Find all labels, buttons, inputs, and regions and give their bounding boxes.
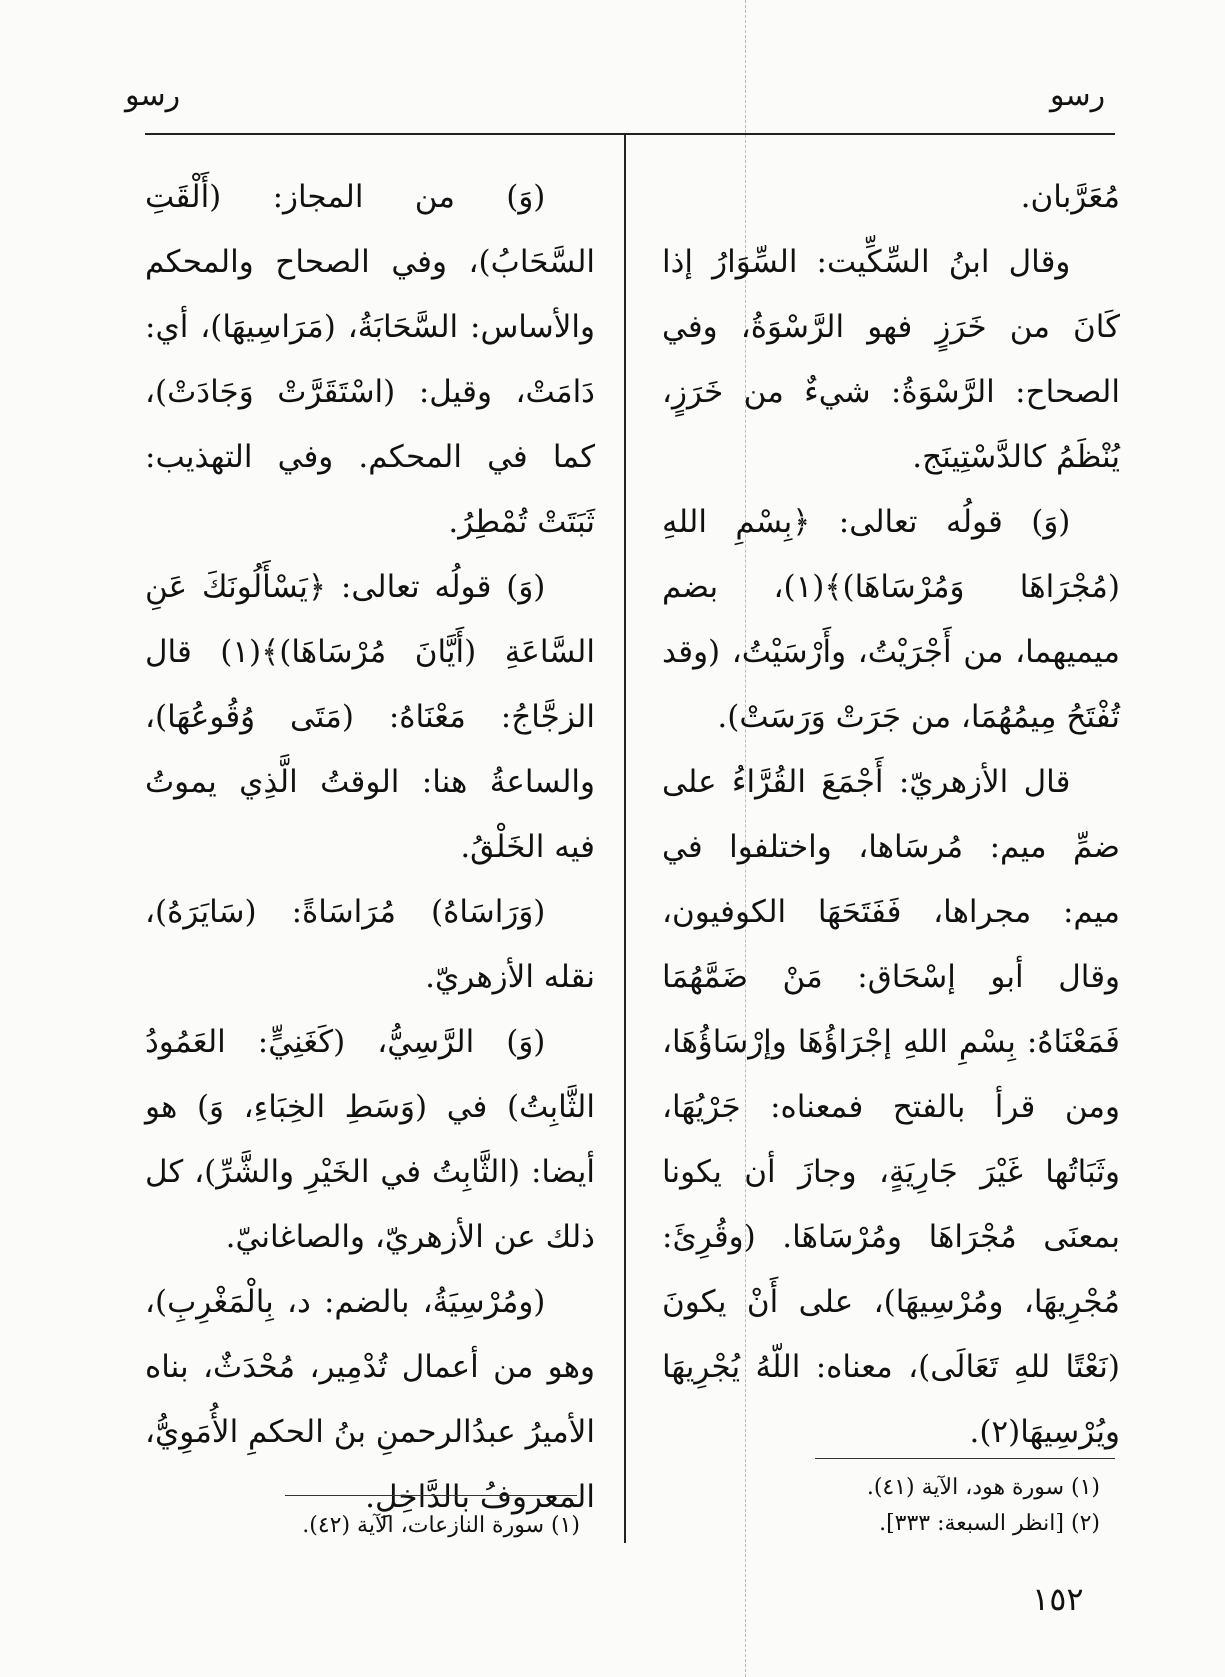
right-para-3: (وَ) قولُه تعالى: ﴿بِسْمِ اللهِ (مُجْرَاهَا وَمُرْسَاهَا)﴾(١)، بضم ميميهما، من أَجْرَيْتُ، وأَرْسَيْتُ، (وقد تُفْتَحُ مِيمُهُمَا، من جَرَتْ وَرَسَتْ). xyxy=(662,504,1120,735)
page-number: ١٥٢ xyxy=(1032,1580,1084,1618)
left-para-1: (وَ) من المجاز: (أَلْقَتِ السَّحَابُ)، وفي الصحاح والمحكم والأساس: السَّحَابَةُ، (مَرَاسِيهَا)، أي: دَامَتْ، وقيل: (اسْتَقَرَّتْ وَجَادَتْ)، كما في المحكم. وفي التهذيب: ثَبَتَتْ تُمْطِرُ. xyxy=(145,179,595,540)
footnote-right-2: (٢) [انظر السبعة: ٣٣٣]. xyxy=(879,1511,1100,1536)
footnote-left-1: (١) سورة النازعات، الآية (٤٢). xyxy=(302,1513,580,1538)
left-para-4: (وَ) الرَّسِيُّ، (كَغَنِيٍّ: العَمُودُ الثَّابِتُ) في (وَسَطِ الخِبَاءِ، وَ) هو أيضا: (الثَّابِتُ في الخَيْرِ والشَّرِّ)، كل ذلك عن الأزهريّ، والصاغانيّ. xyxy=(145,1024,595,1255)
running-head-right: رسو xyxy=(1050,78,1106,113)
right-column xyxy=(662,165,1120,1465)
footnote-right-1: (١) سورة هود، الآية (٤١). xyxy=(866,1475,1100,1500)
footnotes-right xyxy=(780,1470,1100,1542)
left-para-2: (وَ) قولُه تعالى: ﴿يَسْأَلُونَكَ عَنِ السَّاعَةِ (أَيَّانَ مُرْسَاهَا)﴾(١) قال الزجَّاجُ: مَعْنَاهُ: (مَتَى وُقُوعُهَا)، والساعةُ هنا: الوقتُ الَّذِي يموتُ فيه الخَلْقُ. xyxy=(145,569,595,865)
left-para-3: (وَرَاسَاهُ) مُرَاسَاةً: (سَايَرَهُ)، نقله الأزهريّ. xyxy=(145,894,595,995)
left-column xyxy=(145,165,595,1530)
right-para-1: مُعَرَّبان. xyxy=(1020,179,1120,215)
footnote-rule-right xyxy=(815,1458,1115,1459)
header-rule xyxy=(145,133,1115,135)
left-para-5: (ومُرْسِيَةُ، بالضم: د، بِالْمَغْرِبِ)، وهو من أعمال تُدْمِير، مُحْدَثٌ، بناه الأميرُ عبدُالرحمنِ بنُ الحكمِ الأُمَوِيُّ، المعروفُ بالدَّاخِلِ. xyxy=(145,1284,595,1515)
right-para-2: وقال ابنُ السِّكِّيت: السِّوَارُ إذا كَانَ من خَرَزٍ فهو الرَّسْوَةُ، وفي الصحاح: الرَّسْوَةُ: شيءٌ من خَرَزٍ، يُنْظَمُ كالدَّسْتِينَج. xyxy=(662,244,1120,475)
footnote-rule-left xyxy=(285,1495,577,1496)
column-divider xyxy=(624,133,626,1543)
footnotes-left xyxy=(260,1508,580,1544)
right-para-4: قال الأزهريّ: أَجْمَعَ القُرَّاءُ على ضمِّ ميم: مُرسَاها، واختلفوا في ميم: مجراها، فَفَتَحَهَا الكوفيون، وقال أبو إسْحَاق: مَنْ ضَمَّهُمَا فَمَعْنَاهُ: بِسْمِ اللهِ إجْرَاؤُهَا وإرْسَاؤُهَا، ومن قرأ بالفتح فمعناه: جَرْيُهَا، وثَبَاتُها غَيْرَ جَارِيَةٍ، وجازَ أن يكونا بمعنَى مُجْرَاهَا ومُرْسَاهَا. (وقُرِئَ: مُجْرِيهَا، ومُرْسِيهَا)، على أَنْ يكونَ (نَعْتًا للهِ تَعَالَى)، معناه: اللّهُ يُجْرِيهَا ويُرْسِيهَا(٢). xyxy=(662,764,1120,1450)
running-head-left: رسو xyxy=(125,78,181,113)
